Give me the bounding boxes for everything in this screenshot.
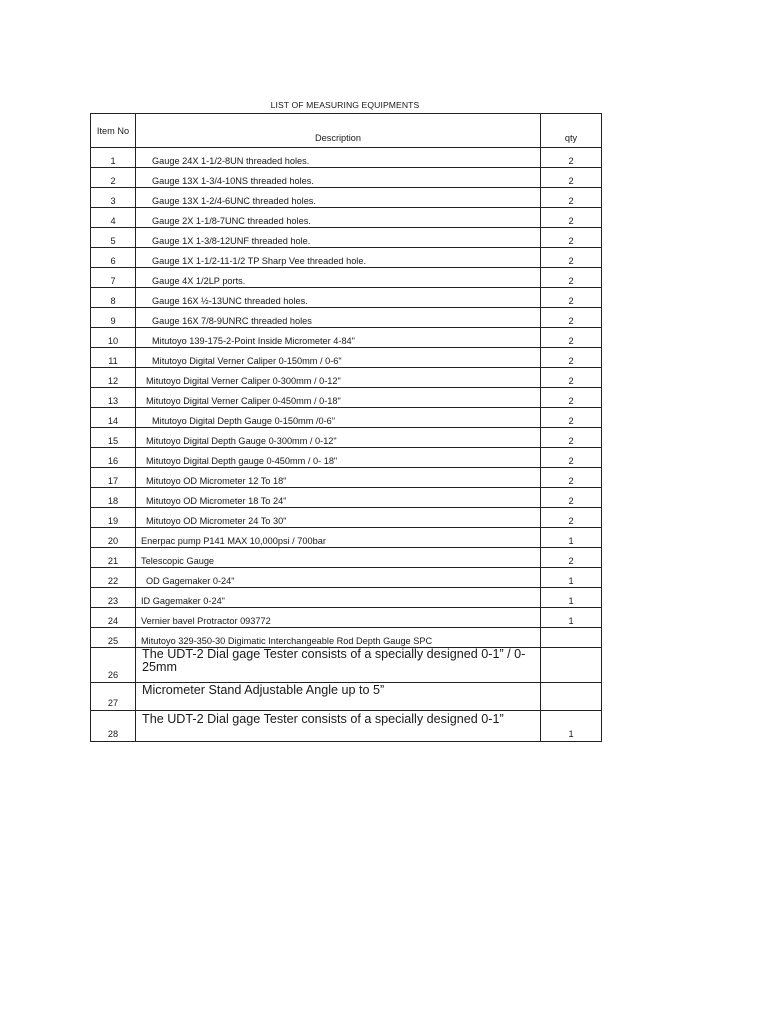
description-cell: Gauge 1X 1-1/2-11-1/2 TP Sharp Vee threaded hole. bbox=[136, 248, 541, 268]
item-number-cell: 22 bbox=[91, 568, 136, 588]
table-row bbox=[91, 428, 602, 448]
table-row bbox=[91, 248, 602, 268]
table-row bbox=[91, 528, 602, 548]
table-row bbox=[91, 228, 602, 248]
item-number-cell: 19 bbox=[91, 508, 136, 528]
qty-cell: 2 bbox=[541, 388, 602, 408]
description-cell: Mitutoyo Digital Depth Gauge 0-300mm / 0-12" bbox=[136, 428, 541, 448]
qty-cell: 1 bbox=[541, 608, 602, 628]
description-cell: Gauge 13X 1-3/4-10NS threaded holes. bbox=[136, 168, 541, 188]
description-cell: Mitutoyo Digital Depth Gauge 0-150mm /0-6" bbox=[136, 408, 541, 428]
item-number-cell: 16 bbox=[91, 448, 136, 468]
description-cell: Gauge 16X 7/8-9UNRC threaded holes bbox=[136, 308, 541, 328]
table-row bbox=[91, 308, 602, 328]
table-row bbox=[91, 448, 602, 468]
header-qty: qty bbox=[541, 114, 602, 148]
table-row bbox=[91, 148, 602, 168]
table-row bbox=[91, 508, 602, 528]
description-cell: Gauge 16X ½-13UNC threaded holes. bbox=[136, 288, 541, 308]
description-cell: Gauge 4X 1/2LP ports. bbox=[136, 268, 541, 288]
description-cell: Mitutoyo Digital Verner Caliper 0-450mm / 0-18" bbox=[136, 388, 541, 408]
table-row bbox=[91, 711, 602, 742]
item-number-cell: 3 bbox=[91, 188, 136, 208]
table-row bbox=[91, 288, 602, 308]
description-cell: Mitutoyo OD Micrometer 24 To 30" bbox=[136, 508, 541, 528]
item-number-cell: 1 bbox=[91, 148, 136, 168]
item-number-cell: 9 bbox=[91, 308, 136, 328]
qty-cell: 1 bbox=[541, 588, 602, 608]
item-number-cell: 2 bbox=[91, 168, 136, 188]
description-cell: Mitutoyo Digital Depth gauge 0-450mm / 0- 18" bbox=[136, 448, 541, 468]
item-number-cell: 11 bbox=[91, 348, 136, 368]
item-number-cell: 25 bbox=[91, 628, 136, 648]
description-cell: Gauge 2X 1-1/8-7UNC threaded holes. bbox=[136, 208, 541, 228]
item-number-cell: 17 bbox=[91, 468, 136, 488]
qty-cell: 2 bbox=[541, 548, 602, 568]
table-header-row bbox=[91, 114, 602, 148]
table-row bbox=[91, 268, 602, 288]
table-row bbox=[91, 468, 602, 488]
qty-cell: 2 bbox=[541, 268, 602, 288]
description-cell: Vernier bavel Protractor 093772 bbox=[136, 608, 541, 628]
item-number-cell: 10 bbox=[91, 328, 136, 348]
qty-cell: 2 bbox=[541, 248, 602, 268]
description-cell: Gauge 24X 1-1/2-8UN threaded holes. bbox=[136, 148, 541, 168]
qty-cell: 1 bbox=[541, 568, 602, 588]
header-item-no: Item No bbox=[91, 114, 136, 148]
description-cell: The UDT-2 Dial gage Tester consists of a specially designed 0-1” bbox=[136, 711, 541, 742]
qty-cell: 2 bbox=[541, 408, 602, 428]
qty-cell: 2 bbox=[541, 448, 602, 468]
description-cell: Mitutoyo 139-175-2-Point Inside Micrometer 4-84" bbox=[136, 328, 541, 348]
table-row bbox=[91, 388, 602, 408]
table-row bbox=[91, 488, 602, 508]
item-number-cell: 18 bbox=[91, 488, 136, 508]
description-cell: Mitutoyo 329-350-30 Digimatic Interchangeable Rod Depth Gauge SPC bbox=[136, 628, 541, 648]
equipment-table bbox=[90, 113, 602, 742]
description-cell: Mitutoyo Digital Verner Caliper 0-150mm / 0-6" bbox=[136, 348, 541, 368]
description-cell: The UDT-2 Dial gage Tester consists of a specially designed 0-1” / 0-25mm bbox=[136, 648, 541, 683]
table-row bbox=[91, 648, 602, 683]
item-number-cell: 8 bbox=[91, 288, 136, 308]
qty-cell bbox=[541, 648, 602, 683]
qty-cell: 2 bbox=[541, 308, 602, 328]
description-cell: Gauge 13X 1-2/4-6UNC threaded holes. bbox=[136, 188, 541, 208]
table-row bbox=[91, 628, 602, 648]
qty-cell: 1 bbox=[541, 711, 602, 742]
document-title: LIST OF MEASURING EQUIPMENTS bbox=[270, 100, 420, 110]
table-row bbox=[91, 548, 602, 568]
item-number-cell: 4 bbox=[91, 208, 136, 228]
qty-cell: 2 bbox=[541, 488, 602, 508]
item-number-cell: 14 bbox=[91, 408, 136, 428]
qty-cell: 1 bbox=[541, 528, 602, 548]
item-number-cell: 20 bbox=[91, 528, 136, 548]
header-description: Description bbox=[136, 114, 541, 148]
table-row bbox=[91, 608, 602, 628]
table-row bbox=[91, 188, 602, 208]
item-number-cell: 26 bbox=[91, 648, 136, 683]
qty-cell: 2 bbox=[541, 148, 602, 168]
table-row bbox=[91, 168, 602, 188]
item-number-cell: 28 bbox=[91, 711, 136, 742]
item-number-cell: 13 bbox=[91, 388, 136, 408]
table-row bbox=[91, 328, 602, 348]
item-number-cell: 12 bbox=[91, 368, 136, 388]
qty-cell: 2 bbox=[541, 468, 602, 488]
item-number-cell: 27 bbox=[91, 683, 136, 711]
qty-cell: 2 bbox=[541, 168, 602, 188]
description-cell: Micrometer Stand Adjustable Angle up to 5” bbox=[136, 683, 541, 711]
table-row bbox=[91, 588, 602, 608]
qty-cell: 2 bbox=[541, 288, 602, 308]
description-cell: Gauge 1X 1-3/8-12UNF threaded hole. bbox=[136, 228, 541, 248]
qty-cell bbox=[541, 683, 602, 711]
item-number-cell: 6 bbox=[91, 248, 136, 268]
description-cell: ID Gagemaker 0-24" bbox=[136, 588, 541, 608]
description-cell: Mitutoyo Digital Verner Caliper 0-300mm / 0-12" bbox=[136, 368, 541, 388]
description-cell: Enerpac pump P141 MAX 10,000psi / 700bar bbox=[136, 528, 541, 548]
item-number-cell: 7 bbox=[91, 268, 136, 288]
table-row bbox=[91, 368, 602, 388]
table-row bbox=[91, 683, 602, 711]
description-cell: OD Gagemaker 0-24" bbox=[136, 568, 541, 588]
qty-cell: 2 bbox=[541, 228, 602, 248]
table-row bbox=[91, 208, 602, 228]
qty-cell: 2 bbox=[541, 348, 602, 368]
table-row bbox=[91, 348, 602, 368]
table-row bbox=[91, 568, 602, 588]
description-cell: Telescopic Gauge bbox=[136, 548, 541, 568]
item-number-cell: 24 bbox=[91, 608, 136, 628]
description-cell: Mitutoyo OD Micrometer 12 To 18" bbox=[136, 468, 541, 488]
table-row bbox=[91, 408, 602, 428]
qty-cell: 2 bbox=[541, 208, 602, 228]
item-number-cell: 15 bbox=[91, 428, 136, 448]
item-number-cell: 5 bbox=[91, 228, 136, 248]
qty-cell bbox=[541, 628, 602, 648]
qty-cell: 2 bbox=[541, 428, 602, 448]
qty-cell: 2 bbox=[541, 188, 602, 208]
item-number-cell: 21 bbox=[91, 548, 136, 568]
item-number-cell: 23 bbox=[91, 588, 136, 608]
qty-cell: 2 bbox=[541, 328, 602, 348]
description-cell: Mitutoyo OD Micrometer 18 To 24" bbox=[136, 488, 541, 508]
qty-cell: 2 bbox=[541, 368, 602, 388]
qty-cell: 2 bbox=[541, 508, 602, 528]
